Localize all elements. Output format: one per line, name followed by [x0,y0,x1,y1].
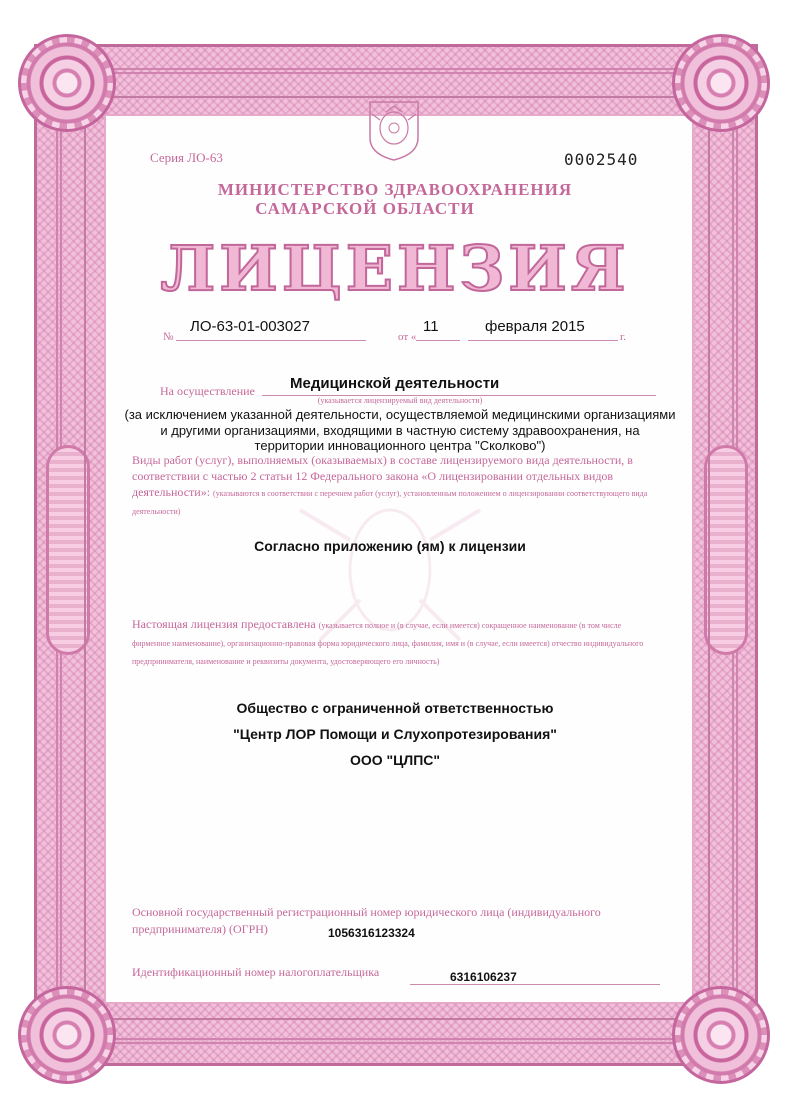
ministry-name-line1: МИНИСТЕРСТВО ЗДРАВООХРАНЕНИЯ [217,180,573,199]
works-text: Виды работ (услуг), выполняемых (оказываемых) в составе лицензируемого вида деятельности, в соответствии с частью 2 статьи 12 Федерального закона «О лицензировании отдельных видов деятельности»: [132,453,633,499]
activity-exclusion-line: территории инновационного центра "Сколково") [254,438,546,453]
activity-hint: (указывается лицензируемый вид деятельности) [317,396,483,405]
coat-of-arms-icon [364,98,424,162]
underline [416,340,460,341]
corner-rosette-icon [18,34,116,132]
inn-value: 6316106237 [450,970,517,984]
activity-exclusion-line: и другими организациями, входящими в частную систему здравоохранения, на [160,423,640,438]
organization-short-name: ООО "ЦЛПС" [349,752,441,768]
year-suffix: г. [620,331,627,343]
underline [468,340,618,341]
granted-hint: (указывается полное и (в случае, если имеется) сокращенное наименование (в том числе фирменное наименование), организационно-правовая форма юридического лица, фамилия, имя и (в случае, если имеется) отчество индивидуального предпринимателя, наименование и реквизиты документа, удостоверяющего его личность) [132,621,644,666]
corner-rosette-icon [672,34,770,132]
activity-exclusion-line: (за исключением указанной деятельности, осуществляемой медицинскими организациями [124,407,676,422]
ogrn-label: Основной государственный регистрационный номер юридического лица (индивидуального предпринимателя) (ОГРН) [132,905,601,936]
underline [410,984,660,985]
series-label: Серия ЛО-63 [150,150,223,165]
inn-label: Идентификационный номер налогоплательщика [132,965,380,979]
license-number-label: № [163,331,174,343]
date-from-label: от « [398,331,417,343]
license-number: ЛО-63-01-003027 [190,318,310,335]
organization-line1: Общество с ограниченной ответственностью [236,700,554,716]
organization-line2: "Центр ЛОР Помощи и Слухопротезирования" [233,726,557,742]
ministry-name-line2: САМАРСКОЙ ОБЛАСТИ [255,199,475,218]
underline [176,340,366,341]
license-month-year: февраля 2015 [485,318,585,335]
activity-label: На осуществление [160,384,255,398]
corner-rosette-icon [672,986,770,1084]
corner-rosette-icon [18,986,116,1084]
works-hint: (указываются в соответствии с перечнем работ (услуг), установленным положением о лицензировании соответствующего вида деятельности) [132,489,648,516]
granted-to-description [132,616,660,670]
form-number: 0002540 [564,150,639,169]
activity-value: Медицинской деятельности [290,375,500,392]
granted-text: Настоящая лицензия предоставлена [132,617,316,631]
ogrn-value: 1056316123324 [328,926,415,940]
works-description [132,452,660,520]
document-title: ЛИЦЕНЗИЯ [160,232,630,305]
license-day: 11 [423,318,439,335]
works-value: Согласно приложению (ям) к лицензии [254,538,526,554]
